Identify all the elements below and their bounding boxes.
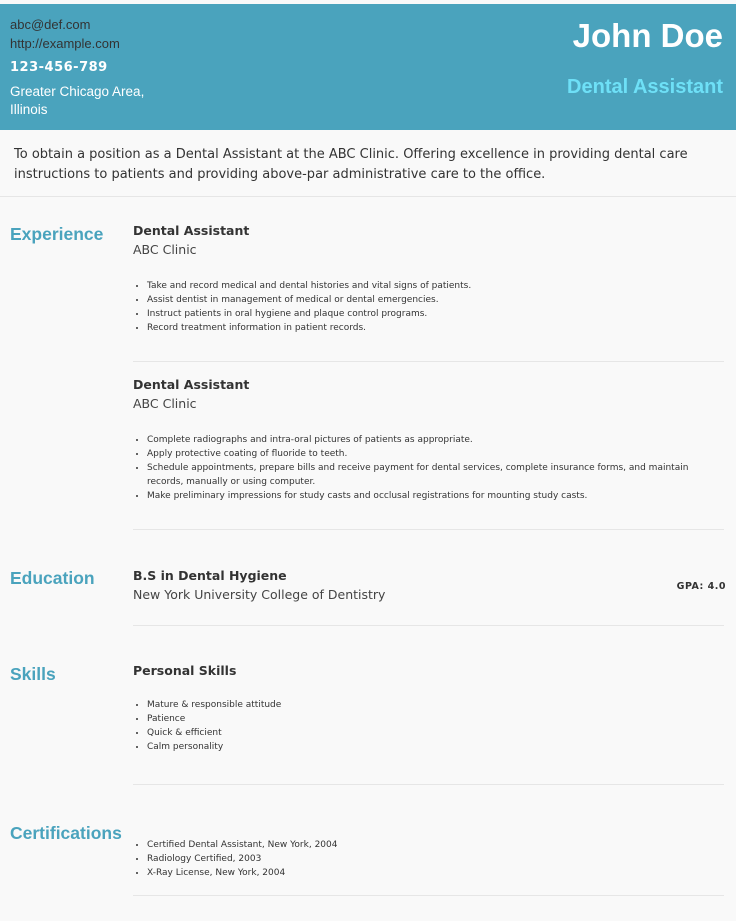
gpa-value: GPA: 4.0: [676, 581, 726, 592]
divider: [0, 196, 736, 197]
job-duties-list: [133, 279, 722, 335]
list-item: • Apply protective coating of fluoride to teeth.: [147, 447, 722, 461]
list-item: • Patience: [147, 712, 722, 726]
skills-list: [133, 698, 722, 754]
list-item: • Complete radiographs and intra-oral pictures of patients as appropriate.: [147, 433, 722, 447]
candidate-name: John Doe: [572, 17, 723, 54]
list-item: • Certified Dental Assistant, New York, 2004: [147, 838, 722, 852]
divider: [133, 784, 724, 785]
divider: [133, 895, 724, 896]
contact-location: Greater Chicago Area, Illinois: [10, 84, 145, 117]
certifications-list: [133, 838, 722, 880]
list-item: • Assist dentist in management of medical or dental emergencies.: [147, 293, 722, 307]
list-item: • Record treatment information in patient records.: [147, 321, 722, 335]
section-title-certifications: Certifications: [10, 823, 122, 843]
list-item: • Make preliminary impressions for study casts and occlusal registrations for mounting study casts.: [147, 489, 722, 503]
contact-info: [10, 15, 150, 119]
job-organization: ABC Clinic: [133, 242, 197, 257]
list-item: • Calm personality: [147, 740, 722, 754]
contact-website[interactable]: http://example.com: [10, 36, 120, 51]
list-item: • Schedule appointments, prepare bills and receive payment for dental services, complete insurance forms, and maintain records, manually or using computer.: [147, 461, 722, 489]
divider: [133, 625, 724, 626]
section-title-skills: Skills: [10, 664, 56, 684]
list-item: • Take and record medical and dental histories and vital signs of patients.: [147, 279, 722, 293]
contact-email[interactable]: abc@def.com: [10, 17, 91, 32]
list-item: • X-Ray License, New York, 2004: [147, 866, 722, 880]
divider: [133, 529, 724, 530]
list-item: • Radiology Certified, 2003: [147, 852, 722, 866]
list-item: • Instruct patients in oral hygiene and plaque control programs.: [147, 307, 722, 321]
candidate-role: Dental Assistant: [567, 76, 723, 98]
resume-header: [0, 4, 736, 130]
section-title-education: Education: [10, 568, 95, 588]
job-organization: ABC Clinic: [133, 396, 197, 411]
list-item: • Mature & responsible attitude: [147, 698, 722, 712]
degree-title: B.S in Dental Hygiene: [133, 568, 287, 583]
objective-statement: To obtain a position as a Dental Assistant at the ABC Clinic. Offering excellence in providing dental care instructions to patients and providing above-par administrative care to the office.: [14, 147, 688, 182]
divider: [133, 361, 724, 362]
job-title: Dental Assistant: [133, 377, 250, 392]
job-title: Dental Assistant: [133, 223, 250, 238]
section-title-experience: Experience: [10, 224, 104, 244]
school-name: New York University College of Dentistry: [133, 587, 386, 602]
skills-group-title: Personal Skills: [133, 663, 237, 678]
job-duties-list: [133, 433, 722, 503]
contact-phone: 123-456-789: [10, 60, 108, 75]
list-item: • Quick & efficient: [147, 726, 722, 740]
